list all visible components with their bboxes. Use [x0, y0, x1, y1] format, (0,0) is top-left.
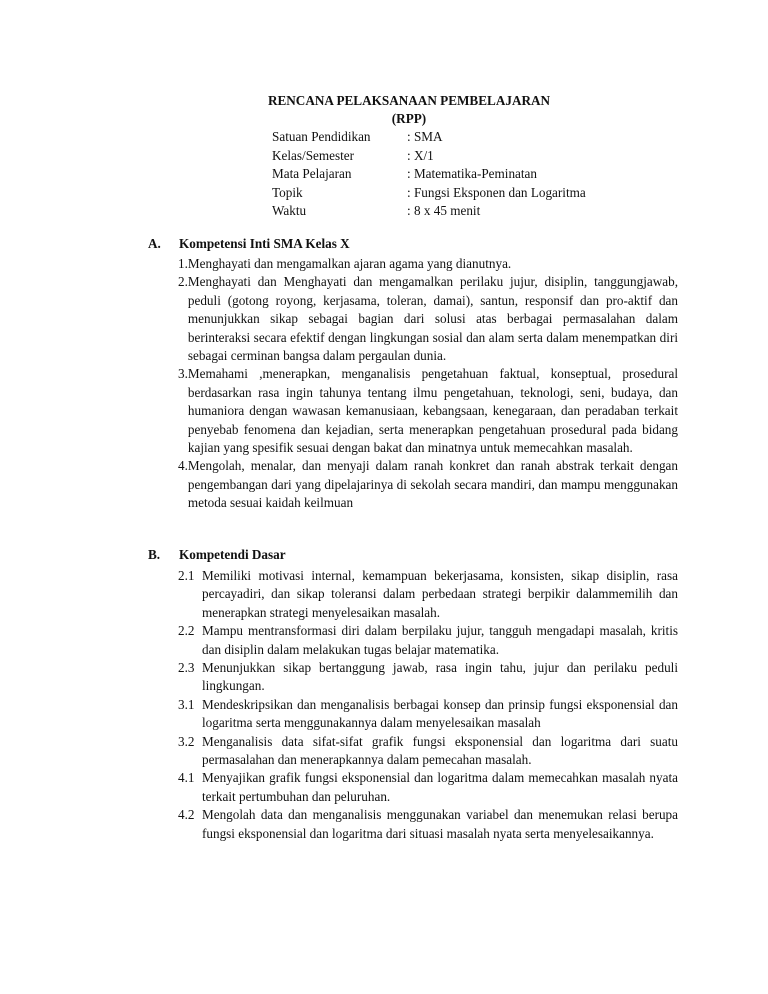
list-item	[178, 696, 678, 733]
section-title: Kompetendi Dasar	[179, 547, 286, 562]
item-text: Mendeskripsikan dan menganalisis berbagai konsep dan prinsip fungsi eksponensial dan logaritma serta menggunakannya dalam menyelesaikan masalah	[202, 696, 678, 731]
item-text: Memiliki motivasi internal, kemampuan bekerjasama, konsisten, sikap disiplin, rasa percayadiri, dan sikap toleransi dalam perbedaan strategi berpikir dalammemilih dan menerapkan strategi menyelesaikan masalah.	[202, 568, 678, 620]
info-row-satuan	[272, 128, 586, 147]
item-number: 2.2	[178, 623, 195, 639]
info-label: Topik	[272, 184, 303, 200]
info-row-topik	[272, 184, 586, 203]
section-b-heading	[148, 546, 286, 564]
info-label: Mata Pelajaran	[272, 166, 352, 182]
item-text: Menunjukkan sikap bertanggung jawab, rasa ingin tahu, jujur dan perilaku peduli lingkungan.	[202, 660, 678, 694]
item-text: Menghayati dan Menghayati dan mengamalkan perilaku jujur, disiplin, tanggungjawab, peduli (gotong royong, kerjasama, toleran, damai), santun, responsif dan pro-aktif dan menunjukkan sikap sebagai bagian dari solusi atas berbagai permasalahan dalam berinteraksi secara efektif dengan lingkungan sosial dan alam serta dalam menempatkan diri sebagai cerminan bangsa dalam pergaulan dunia.	[187, 274, 678, 364]
item-text: Menganalisis data sifat-sifat grafik fungsi eksponensial dan logaritma dari suatu permasalahan dan menerapkannya dalam pemecahan masalah.	[202, 733, 678, 768]
item-number: 2.3	[178, 660, 195, 676]
list-item	[178, 659, 678, 696]
info-value: : SMA	[407, 129, 443, 144]
item-text: Mengolah, menalar, dan menyaji dalam ranah konkret dan ranah abstrak terkait dengan pengembangan dari yang dipelajarinya di sekolah secara mandiri, dan mampu menggunakan metoda sesuai kaidah keilmuan	[187, 458, 678, 511]
item-number: 4.2	[178, 807, 195, 823]
list-item	[178, 733, 678, 770]
list-item	[178, 255, 678, 273]
item-number: 2.1	[178, 568, 195, 583]
list-item	[178, 567, 678, 622]
item-number: 2.	[178, 274, 188, 290]
item-text: Menyajikan grafik fungsi eksponensial dan logaritma dalam memecahkan masalah nyata terkait pertumbuhan dan peluruhan.	[202, 770, 678, 804]
section-title: Kompetensi Inti SMA Kelas X	[179, 236, 350, 251]
info-label: Satuan Pendidikan	[272, 129, 371, 144]
item-number: 3.1	[178, 696, 195, 712]
document-title: RENCANA PELAKSANAAN PEMBELAJARAN	[267, 93, 551, 108]
info-value: : Fungsi Eksponen dan Logaritma	[407, 184, 586, 200]
list-item	[178, 769, 678, 806]
item-text: Memahami ,menerapkan, menganalisis pengetahuan faktual, konseptual, prosedural berdasarkan rasa ingin tahunya tentang ilmu pengetahuan, teknologi, seni, budaya, dan humaniora dengan wawasan kemanusiaan, kebangsaan, kenegaraan, dan peradaban terkait penyebab fenomena dan kejadian, serta menerapkan pengetahuan prosedural pada bidang kajian yang spesifik sesuai dengan bakat dan minatnya untuk memecahkan masalah.	[187, 366, 678, 456]
item-text: Menghayati dan mengamalkan ajaran agama yang dianutnya.	[187, 256, 512, 271]
item-number: 3.	[178, 366, 188, 382]
item-number: 1.	[178, 256, 188, 271]
list-item	[178, 457, 678, 512]
info-table	[272, 128, 586, 221]
info-row-waktu	[272, 202, 586, 221]
document-subtitle: (RPP)	[391, 111, 427, 126]
info-row-mapel	[272, 165, 586, 184]
info-label: Waktu	[272, 203, 307, 219]
list-item	[178, 365, 678, 457]
info-value: : 8 x 45 menit	[407, 203, 481, 219]
section-letter: A.	[148, 236, 161, 251]
info-value: : X/1	[407, 147, 434, 163]
info-value: : Matematika-Peminatan	[407, 166, 538, 182]
list-item	[178, 273, 678, 365]
item-number: 3.2	[178, 733, 195, 749]
item-text: Mampu mentransformasi diri dalam berpilaku jujur, tangguh mengadapi masalah, kritis dan disiplin dalam melakukan tugas belajar matematika.	[202, 623, 678, 657]
info-row-kelas	[272, 147, 586, 166]
section-a-heading	[148, 235, 350, 253]
info-label: Kelas/Semester	[272, 147, 355, 163]
item-text: Mengolah data dan menganalisis menggunakan variabel dan menemukan relasi berupa fungsi eksponensial dan logaritma dari situasi masalah nyata serta menyelesaikannya.	[202, 807, 678, 841]
kompetensi-inti-list	[178, 255, 678, 513]
item-number: 4.	[178, 458, 188, 474]
list-item	[178, 806, 678, 843]
section-letter: B.	[148, 547, 161, 562]
kompetensi-dasar-list	[178, 567, 678, 843]
item-number: 4.1	[178, 770, 195, 786]
list-item	[178, 622, 678, 659]
